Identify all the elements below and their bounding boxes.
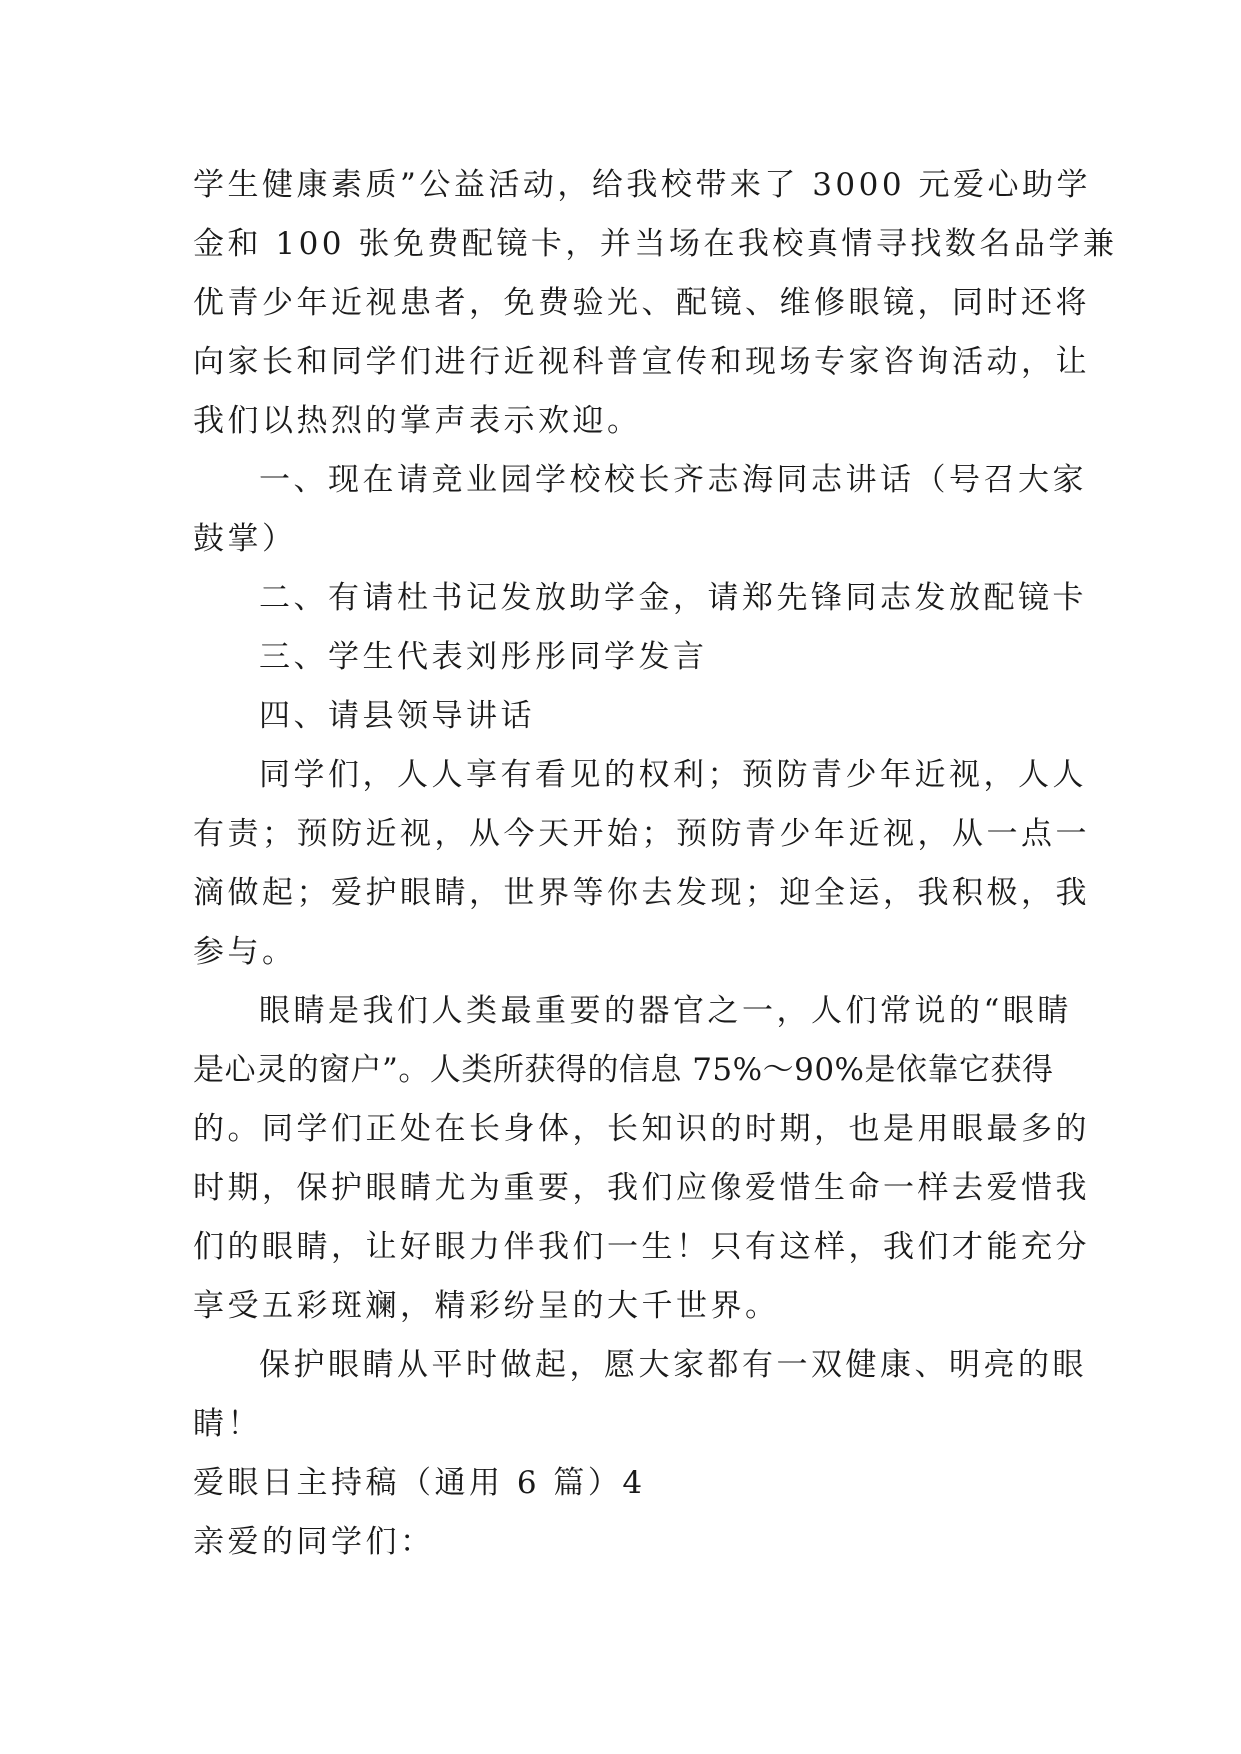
- paragraph-line: 有责；预防近视，从今天开始；预防青少年近视，从一点一: [193, 816, 1090, 852]
- paragraph-line: 时期，保护眼睛尤为重要，我们应像爱惜生命一样去爱惜我: [193, 1170, 1090, 1206]
- paragraph-line: 保护眼睛从平时做起，愿大家都有一双健康、明亮的眼: [259, 1347, 1087, 1383]
- agenda-item-1: 一、现在请竞业园学校校长齐志海同志讲话（号召大家: [259, 462, 1087, 498]
- agenda-item-3: 三、学生代表刘彤彤同学发言: [259, 639, 708, 675]
- paragraph-line: 参与。: [193, 934, 297, 970]
- paragraph-line: 金和 100 张免费配镜卡，并当场在我校真情寻找数名品学兼: [193, 226, 1118, 262]
- paragraph-line: 鼓掌）: [193, 521, 297, 557]
- agenda-item-2: 二、有请杜书记发放助学金，请郑先锋同志发放配镜卡: [259, 580, 1087, 616]
- salutation: 亲爱的同学们：: [193, 1524, 435, 1560]
- document-body: [193, 156, 1118, 1572]
- paragraph-line: 是心灵的窗户”。人类所获得的信息 75%～90%是依靠它获得: [193, 1052, 1054, 1088]
- section-heading: 爱眼日主持稿（通用 6 篇）4: [193, 1465, 646, 1501]
- paragraph-line: 同学们，人人享有看见的权利；预防青少年近视，人人: [259, 757, 1087, 793]
- paragraph-line: 享受五彩斑斓，精彩纷呈的大千世界。: [193, 1288, 780, 1324]
- paragraph-line: 学生健康素质”公益活动，给我校带来了 3000 元爱心助学: [193, 167, 1091, 203]
- paragraph-line: 向家长和同学们进行近视科普宣传和现场专家咨询活动，让: [193, 344, 1090, 380]
- paragraph-line: 们的眼睛，让好眼力伴我们一生！只有这样，我们才能充分: [193, 1229, 1090, 1265]
- agenda-item-4: 四、请县领导讲话: [259, 698, 535, 734]
- paragraph-line: 睛！: [193, 1406, 262, 1442]
- paragraph-line: 眼睛是我们人类最重要的器官之一，人们常说的“眼睛: [259, 993, 1072, 1029]
- paragraph-line: 优青少年近视患者，免费验光、配镜、维修眼镜，同时还将: [193, 285, 1090, 321]
- paragraph-line: 滴做起；爱护眼睛，世界等你去发现；迎全运，我积极，我: [193, 875, 1090, 911]
- paragraph-line: 的。同学们正处在长身体，长知识的时期，也是用眼最多的: [193, 1111, 1090, 1147]
- paragraph-line: 我们以热烈的掌声表示欢迎。: [193, 403, 642, 439]
